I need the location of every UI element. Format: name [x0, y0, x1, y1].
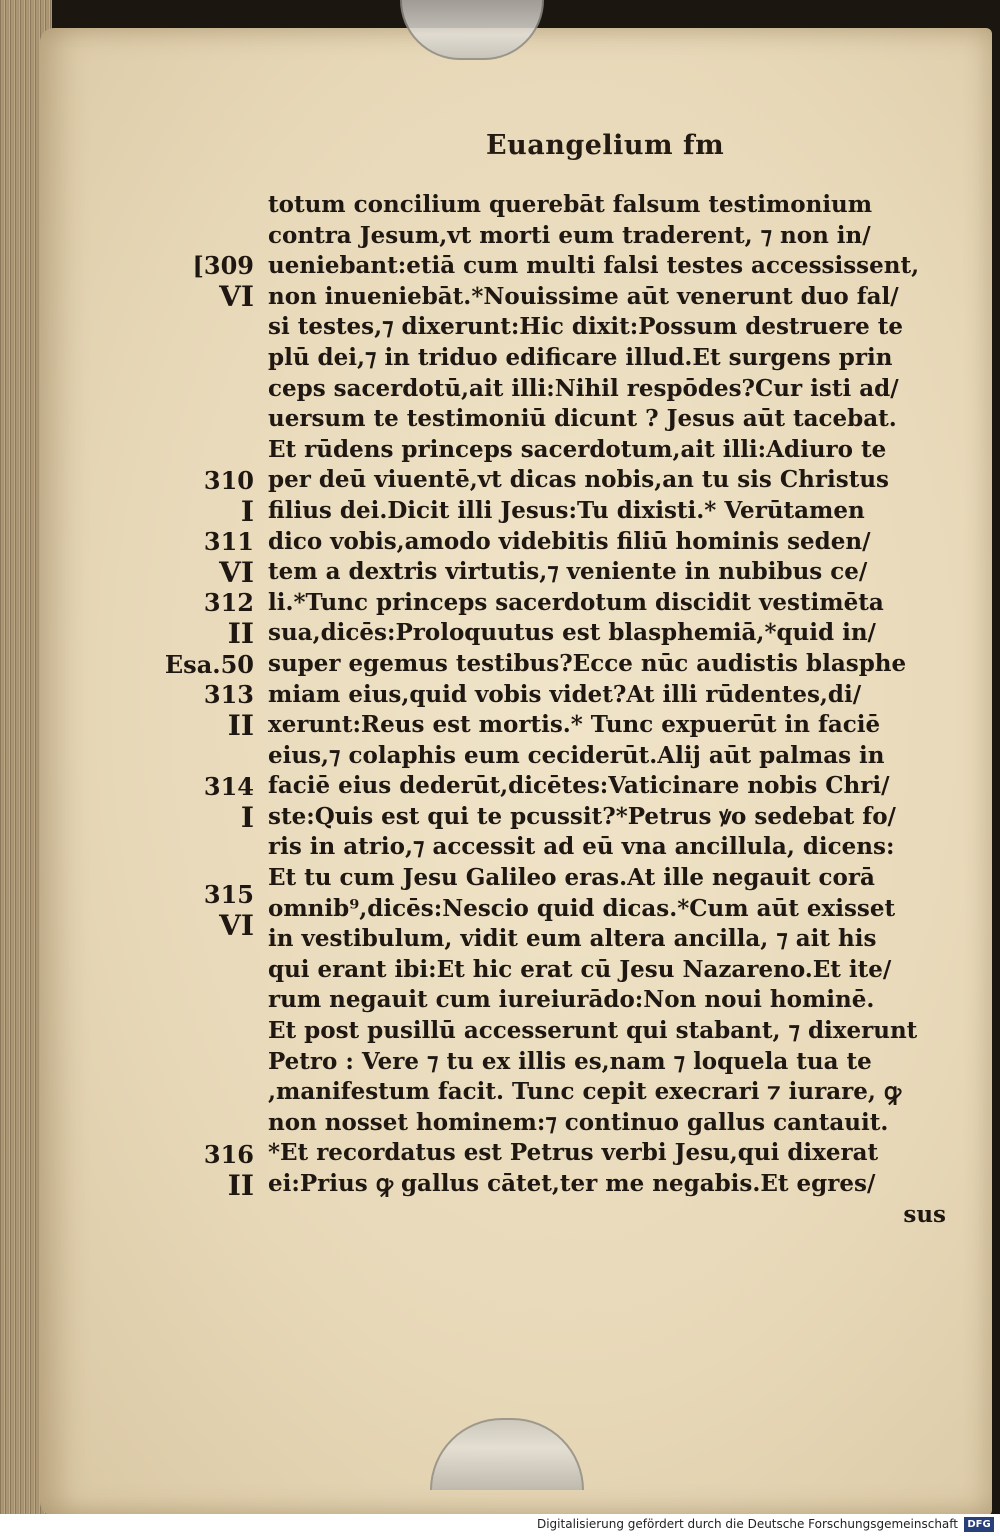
margin-number: 313	[203, 680, 254, 709]
margin-number: 316	[203, 1140, 254, 1169]
text-line: Et rūdens princeps sacerdotum,ait illi:Adiuro te	[268, 435, 887, 463]
text-line: super egemus testibus?Ecce nūc audistis blasphe	[268, 649, 907, 677]
margin-roman: I	[240, 494, 254, 528]
text-line: eius,⁊ colaphis eum ceciderūt.Alij aūt palmas in	[268, 741, 885, 769]
text-line: qui erant ibi:Et hic erat cū Jesu Nazareno.Et ite/	[268, 955, 892, 983]
text-line: ei:Prius ꝙ gallus cātet,ter me negabis.Et egres/	[268, 1170, 876, 1197]
margin-number: 311	[203, 527, 254, 556]
text-line: ueniebant:etiā cum multi falsi testes accessissent,	[268, 252, 920, 280]
text-line: omnib⁹,dicēs:Nescio quid dicas.*Cum aūt exisset	[268, 894, 896, 922]
margin-note	[150, 880, 268, 941]
footer-credit: Digitalisierung gefördert durch die Deutsche Forschungsgemeinschaft	[536, 1517, 958, 1531]
text-line: sua,dicēs:Proloquutus est blasphemiā,*quid in/	[268, 619, 876, 647]
margin-number: [309	[192, 251, 254, 280]
text-line: Et post pusillū accesserunt qui stabant, ⁊ dixerunt	[268, 1017, 918, 1045]
margin-number: 310	[203, 466, 254, 495]
text-line: ceps sacerdotū,ait illi:Nihil respōdes?Cur isti ad/	[268, 374, 899, 402]
footer-bar	[0, 1514, 1000, 1536]
margin-roman: VI	[219, 908, 254, 942]
text-line: ris in atrio,⁊ accessit ad eū vna ancillula, dicens:	[268, 833, 895, 861]
text-line: ,manifestum facit. Tunc cepit execrari ⁊ iurare, ꝙ	[268, 1078, 902, 1106]
margin-roman: II	[227, 1168, 254, 1202]
margin-number: 314	[203, 772, 254, 801]
running-header: Euangelium fm	[486, 130, 725, 161]
text-line: contra Jesum,vt morti eum traderent, ⁊ non in/	[268, 221, 871, 249]
margin-note	[150, 680, 268, 741]
text-line: non inueniebāt.*Nouissime aūt venerunt duo fal/	[268, 282, 899, 310]
text-line: Et tu cum Jesu Galileo eras.At ille negauit corā	[268, 864, 875, 892]
text-line: dico vobis,amodo videbitis filiū hominis seden/	[268, 527, 871, 555]
text-line: plū dei,⁊ in triduo edificare illud.Et surgens prin	[268, 343, 893, 371]
margin-note	[150, 527, 268, 588]
text-line: filius dei.Dicit illi Jesus:Tu dixisti.* Verūtamen	[268, 496, 865, 524]
text-line: miam eius,quid vobis videt?At illi rūdentes,di/	[268, 680, 862, 708]
text-line: in vestibulum, vidit eum altera ancilla, ⁊ ait his	[268, 925, 877, 953]
text-line: ste:Quis est qui te pcussit?*Petrus ꝟo sedebat fo/	[268, 802, 896, 830]
margin-roman: II	[227, 616, 254, 650]
margin-number: 315	[203, 880, 254, 909]
text-line: per deū viuentē,vt dicas nobis,an tu sis Christus	[268, 466, 889, 494]
dfg-logo: DFG	[964, 1517, 994, 1532]
text-line: si testes,⁊ dixerunt:Hic dixit:Possum destruere te	[268, 313, 904, 341]
text-line: li.*Tunc princeps sacerdotum discidit vestimēta	[268, 588, 884, 616]
text-line: tem a dextris virtutis,⁊ veniente in nubibus ce/	[268, 558, 868, 586]
text-line: uersum te testimoniū dicunt ? Jesus aūt tacebat.	[268, 405, 897, 433]
text-line: rum negauit cum iureiurādo:Non noui hominē.	[268, 986, 875, 1014]
margin-note	[150, 588, 268, 649]
margin-note	[150, 772, 268, 833]
margin-roman: II	[227, 708, 254, 742]
margin-roman: VI	[219, 555, 254, 589]
margin-roman: VI	[219, 279, 254, 313]
body-text	[268, 190, 958, 1230]
margin-number: Esa.50	[164, 650, 254, 679]
text-line: *Et recordatus est Petrus verbi Jesu,qui dixerat	[268, 1139, 879, 1167]
text-line: Petro : Vere ⁊ tu ex illis es,nam ⁊ loquela tua te	[268, 1047, 872, 1075]
text-line: faciē eius dederūt,dicētes:Vaticinare nobis Chri/	[268, 772, 890, 800]
margin-note	[150, 650, 268, 681]
text-line: totum concilium querebāt falsum testimonium	[268, 191, 873, 218]
text-line: non nosset hominem:⁊ continuo gallus cantauit.	[268, 1108, 889, 1136]
margin-number: 312	[203, 588, 254, 617]
margin-roman: I	[240, 800, 254, 834]
margin-note	[150, 1140, 268, 1201]
margin-note	[150, 466, 268, 527]
catchword: sus	[903, 1200, 946, 1228]
text-line: xerunt:Reus est mortis.* Tunc expuerūt in faciē	[268, 711, 881, 739]
margin-note	[150, 251, 268, 312]
